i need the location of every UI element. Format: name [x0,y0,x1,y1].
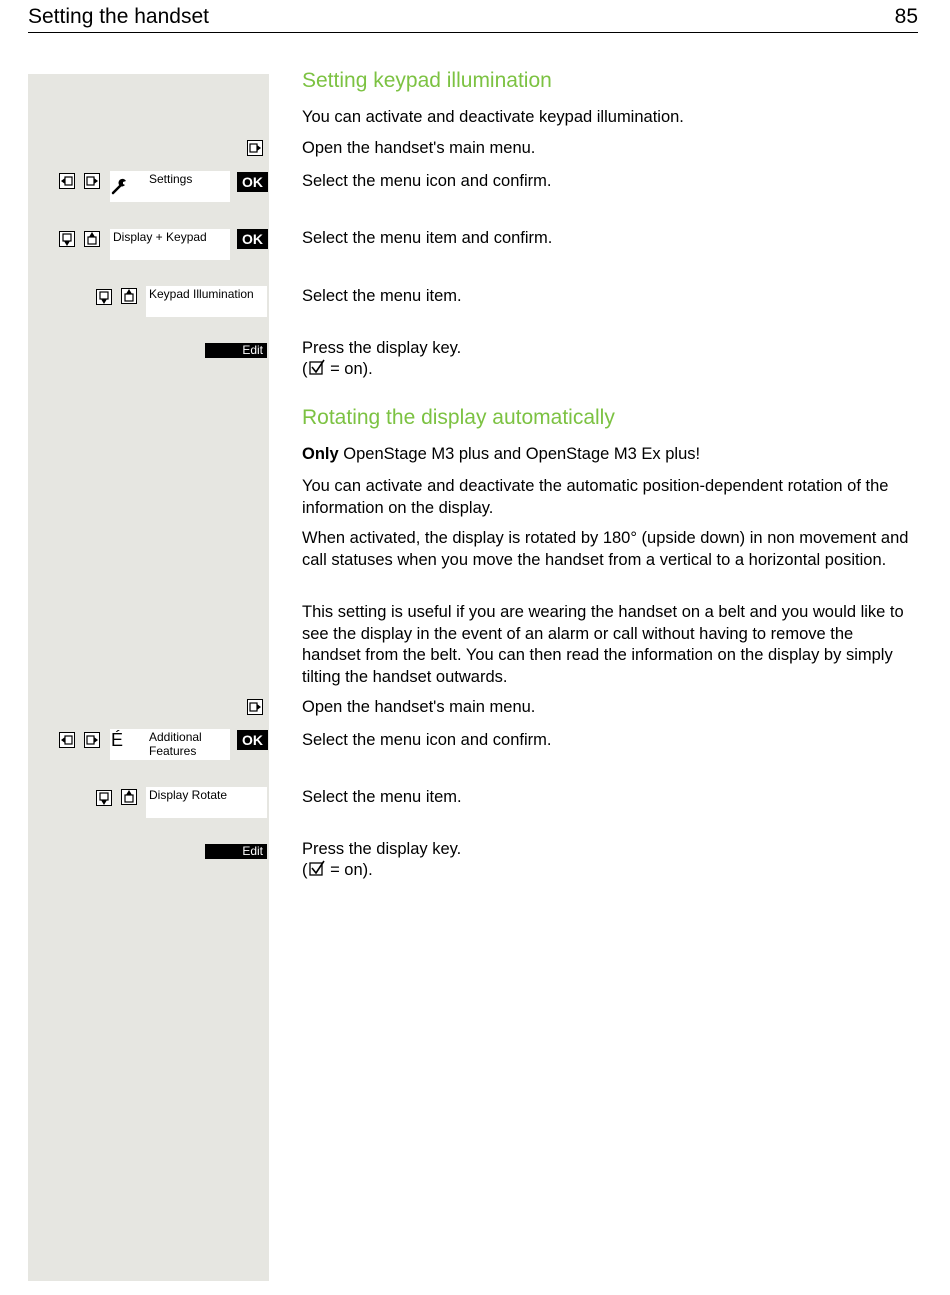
display-menu-additional-features [110,729,230,760]
only-rest: OpenStage M3 plus and OpenStage M3 Ex plus! [338,445,701,463]
only-bold: Only [302,445,339,463]
menu-key-icon [247,140,263,156]
on-note-suffix: = on). [325,360,373,378]
page-number: 85 [894,5,918,28]
nav-down-icon [96,790,112,806]
nav-right-icon [84,732,100,748]
nav-left-icon [59,173,75,189]
ok-button[interactable]: OK [237,172,268,192]
wrench-icon [111,177,129,195]
nav-up-icon [121,789,137,805]
section2-step-select-item: Select the menu item. [302,788,462,806]
menu-label-keypad-illumination: Keypad Illumination [149,287,254,301]
menu-label-display-rotate: Display Rotate [149,788,228,802]
checkbox-checked-icon [308,359,326,376]
additional-features-symbol: É [110,730,123,750]
nav-left-icon [59,732,75,748]
section2-on-note [302,860,916,882]
section-heading-rotate-display: Rotating the display automatically [302,406,615,429]
display-menu-settings [110,171,230,202]
on-note-prefix: ( [302,360,308,378]
section2-only-note [302,444,916,466]
ok-button[interactable]: OK [237,730,268,750]
section2-para2: When activated, the display is rotated by 180° (upside down) in non movement and call statuses when you move the handset from a vertical to a horizontal position. [302,529,909,569]
menu-label-additional-features: Additional Features [149,730,202,758]
section2-para3: This setting is useful if you are wearing the handset on a belt and you would like to see the display in the event of an alarm or call without having to remove the handset from the belt. You can then read the information on the display by simply tilting the handset outwards. [302,603,904,686]
section1-step-select-icon: Select the menu icon and confirm. [302,172,552,190]
menu-label-settings: Settings [149,172,193,186]
on-note-suffix: = on). [325,861,373,879]
display-menu-display-keypad [110,229,230,260]
section2-step-press-key: Press the display key. [302,840,462,858]
edit-display-key[interactable]: Edit [205,343,267,358]
display-menu-keypad-illumination [146,286,267,317]
menu-key-icon [247,699,263,715]
nav-down-icon [96,289,112,305]
section2-step-open-menu: Open the handset's main menu. [302,698,536,716]
section-heading-keypad-illumination: Setting keypad illumination [302,69,552,92]
nav-up-icon [121,288,137,304]
checkbox-checked-icon [308,860,326,877]
section2-para1: You can activate and deactivate the automatic position-dependent rotation of the information on the display. [302,477,889,517]
ok-button[interactable]: OK [237,229,268,249]
section1-step-select-item: Select the menu item. [302,287,462,305]
section2-step-select-icon: Select the menu icon and confirm. [302,731,552,749]
section1-step-press-key: Press the display key. [302,339,462,357]
edit-display-key[interactable]: Edit [205,844,267,859]
section1-on-note [302,359,916,381]
page-header-title: Setting the handset [28,5,209,28]
on-note-prefix: ( [302,861,308,879]
display-menu-display-rotate [146,787,267,818]
nav-up-icon [84,231,100,247]
section1-step-open-menu: Open the handset's main menu. [302,139,536,157]
section1-step-select-item-confirm: Select the menu item and confirm. [302,229,553,247]
header-divider [28,32,918,33]
section1-intro: You can activate and deactivate keypad illumination. [302,108,684,126]
nav-down-icon [59,231,75,247]
nav-right-icon [84,173,100,189]
menu-label-display-keypad: Display + Keypad [113,230,207,244]
